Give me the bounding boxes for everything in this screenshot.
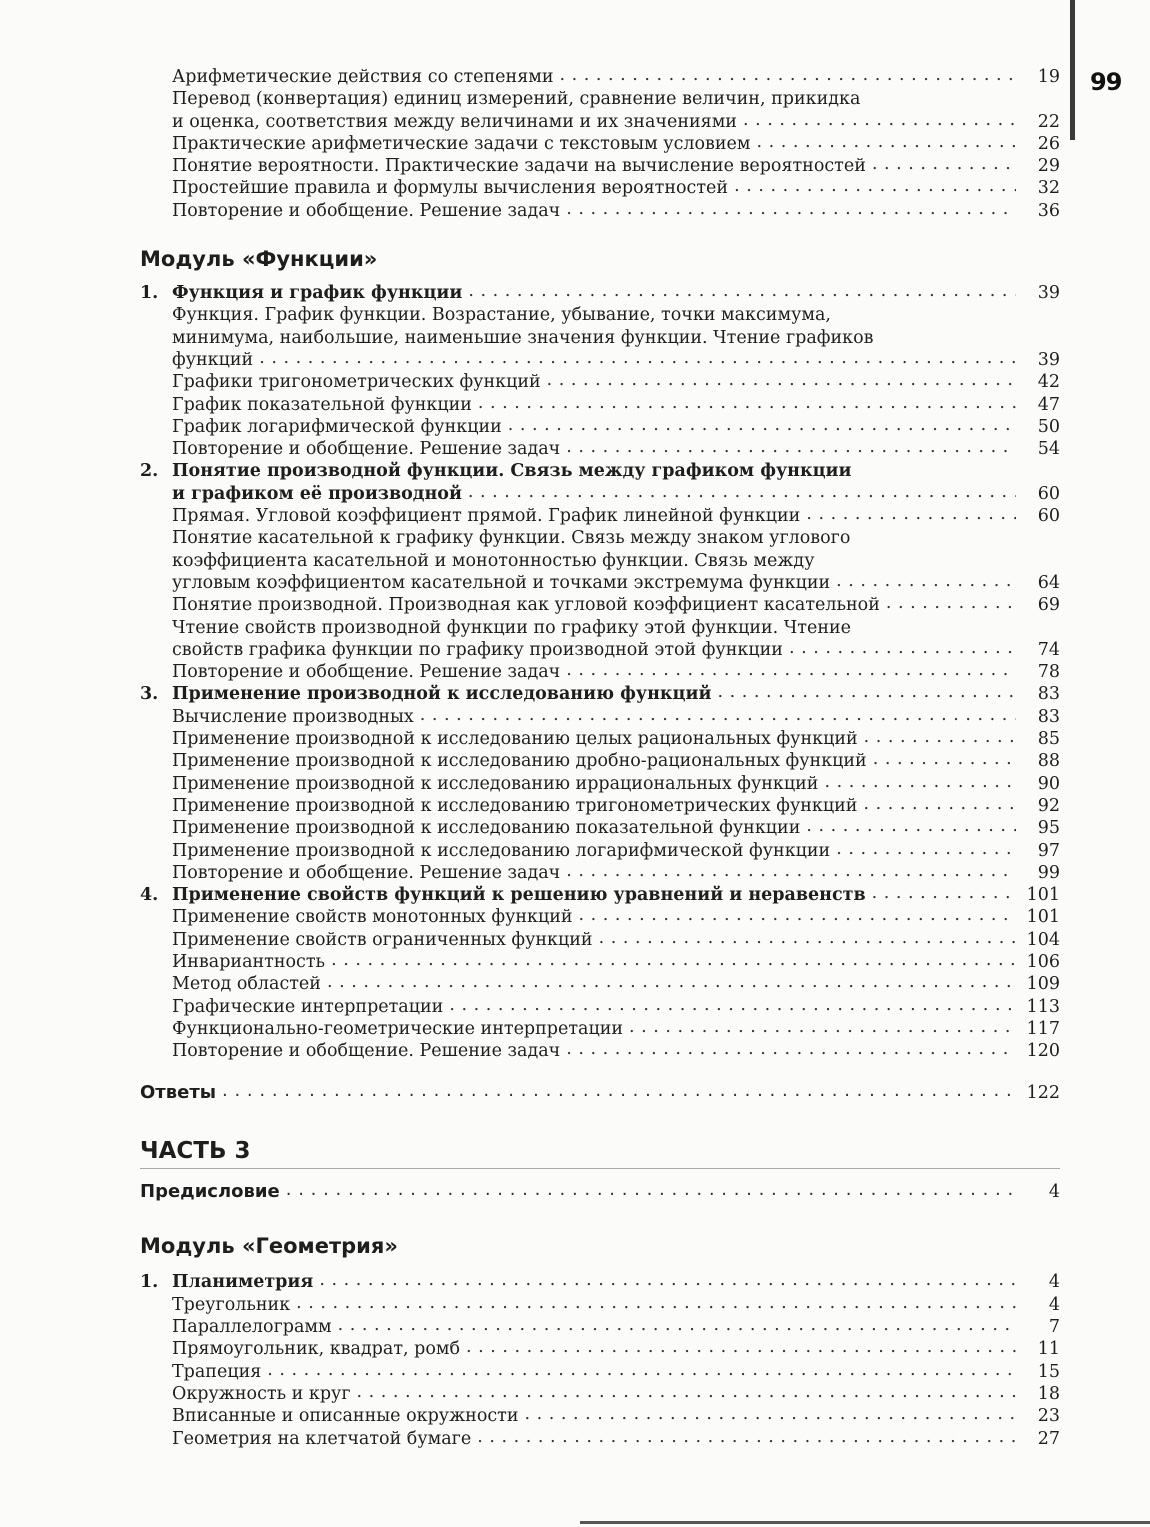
toc-entry-page: 42 [1037,372,1060,393]
leader-dots [357,1381,1017,1403]
divider [140,1168,1060,1169]
leader-dots [873,748,1016,770]
toc-chapter[interactable] [140,460,1060,505]
toc-entry-line [140,750,1060,772]
leader-dots [757,131,1016,153]
toc-entry-line: Понятие касательной к графику функции. Связь между знаком углового [172,528,851,549]
leader-dots [864,726,1016,748]
toc-entry-page: 26 [1037,133,1060,154]
toc-entry-page: 39 [1037,283,1060,304]
toc-entry-line [140,973,1060,995]
toc-entry-line [140,155,1060,177]
leader-dots [267,1359,1016,1381]
leader-dots [319,1269,1016,1291]
toc-entry-page: 22 [1037,111,1060,132]
toc-entry-page: 69 [1037,595,1060,616]
toc-entry-line [140,349,1060,371]
toc-entry-title: Понятие вероятности. Практические задачи на вычисление вероятностей [172,156,866,177]
toc-chapter[interactable] [140,1271,1060,1293]
toc-entry[interactable] [140,177,1060,199]
toc-entry-title: Трапеция [172,1361,262,1382]
toc-entry-page: 74 [1037,639,1060,660]
toc-entry[interactable] [140,706,1060,728]
toc-entry-title: Планиметрия [172,1272,314,1293]
leader-dots [449,994,1016,1016]
toc-entry-title: Окружность и круг [172,1383,351,1404]
answers-label: Ответы [140,1082,217,1104]
toc-entry-title: и оценка, соответствия между величинами и их значениями [172,111,737,132]
leader-dots [468,481,1016,503]
toc-entry-line [140,505,1060,527]
toc-entry[interactable] [140,200,1060,222]
toc-entry[interactable] [140,416,1060,438]
chapter-number: 1. [140,1272,159,1293]
leader-dots [789,637,1016,659]
toc-entry-line: Функция. График функции. Возрастание, убывание, точки максимума, [172,305,831,326]
toc-entry[interactable] [140,1294,1060,1316]
toc-entry-title: Повторение и обобщение. Решение задач [172,662,561,683]
toc-entry[interactable] [140,133,1060,155]
toc-entry-page: 95 [1037,818,1060,839]
leader-dots [824,771,1016,793]
toc-entry-line [140,951,1060,973]
toc-entry-title: Вписанные и описанные окружности [172,1406,519,1427]
toc-entry-title: Понятие производной функции. Связь между графиком функции [172,461,852,482]
toc-entry-line [140,773,1060,795]
toc-entry-page: 113 [1026,996,1060,1017]
toc-entry-title: Применение производной к исследованию показательной функции [172,818,801,839]
toc-entry[interactable] [140,1383,1060,1405]
toc-entry-title: Повторение и обобщение. Решение задач [172,200,561,221]
toc-entry[interactable] [140,66,1060,88]
leader-dots [717,681,1016,703]
chapter-number: 1. [140,283,159,304]
leader-dots [806,815,1016,837]
toc-entry[interactable] [140,155,1060,177]
preface-page: 4 [1048,1182,1060,1203]
toc-entry[interactable] [140,1361,1060,1383]
toc-entry-page: 23 [1037,1406,1060,1427]
toc-entry-page: 19 [1037,67,1060,87]
toc-entry-line [140,884,1060,906]
toc-entry-page: 120 [1026,1041,1060,1062]
toc-entry-line [140,817,1060,839]
leader-dots [259,347,1016,369]
toc-entry-page: 85 [1037,729,1060,750]
toc-entry-line [140,862,1060,884]
toc-entry-line [140,1405,1060,1427]
leader-dots [478,392,1016,414]
toc-entry-line [140,1338,1060,1360]
module-geometry-entries [140,1271,1060,1449]
toc-entry[interactable] [140,996,1060,1018]
toc-entry-line [140,371,1060,393]
toc-entry[interactable] [140,505,1060,527]
toc-entry-title: функций [172,349,254,370]
leader-dots [806,503,1016,525]
toc-entry[interactable] [140,394,1060,416]
toc-entry-line [140,728,1060,750]
toc-entry[interactable] [140,951,1060,973]
toc-entry-title: Повторение и обобщение. Решение задач [172,862,561,883]
leader-dots [525,1403,1016,1425]
toc-entry-title: Вычисление производных [172,706,414,727]
toc-entry[interactable] [140,906,1060,928]
toc-entry-line [140,282,1060,304]
toc-entry-line [140,177,1060,199]
toc-entry-page: 39 [1037,349,1060,370]
toc-entry-title: Параллелограмм [172,1317,332,1338]
toc-entry-line [140,1428,1060,1450]
toc-entry-title: угловым коэффициентом касательной и точками экстремума функции [172,572,831,593]
toc-entry-line [140,706,1060,728]
toc-entry-page: 4 [1048,1294,1060,1315]
toc-entry[interactable] [140,88,1060,133]
toc-entry-page: 18 [1037,1383,1060,1404]
toc-entry-page: 15 [1037,1361,1060,1382]
leader-dots [338,1314,1016,1336]
preface-label: Предисловие [140,1181,280,1203]
toc-entry-title: Применение производной к исследованию логарифмической функции [172,840,831,861]
toc-entry-title: Арифметические действия со степенями [172,67,554,87]
toc-entry-page: 83 [1037,684,1060,705]
toc-entry-page: 50 [1037,416,1060,437]
toc-entry-line [140,1018,1060,1040]
toc-entry-line: коэффициента касательной и монотонностью функции. Связь между [172,550,815,571]
toc-entry-line: минимума, наибольшие, наименьшие значения функции. Чтение графиков [172,327,874,348]
toc-entry-title: Практические арифметические задачи с текстовым условием [172,133,751,154]
toc-entry[interactable] [140,728,1060,750]
leader-dots [466,1336,1016,1358]
toc-entry[interactable] [140,661,1060,683]
leader-dots [566,1038,1016,1060]
toc-entry-title: Функционально-геометрические интерпретации [172,1018,624,1039]
toc-entry-line [140,906,1060,928]
module-functions-title: Модуль «Функции» [140,247,378,272]
toc-entry[interactable] [140,1316,1060,1338]
toc-entry-title: Применение производной к исследованию иррациональных функций [172,773,819,794]
toc-entry-title: Применение производной к исследованию целых рациональных функций [172,729,858,750]
toc-entry-page: 78 [1037,662,1060,683]
toc-entry-title: Графики тригонометрических функций [172,372,541,393]
leader-dots [599,927,1016,949]
leader-dots [331,949,1016,971]
toc-entry-line [140,111,1060,133]
toc-entry[interactable] [140,438,1060,460]
leader-dots [836,570,1016,592]
toc-entry[interactable] [140,527,1060,594]
toc-entry-page: 97 [1037,840,1060,861]
toc-entry-page: 36 [1037,200,1060,221]
toc-entry-page: 104 [1026,929,1060,950]
toc-entry[interactable] [140,862,1060,884]
toc-entry-title: Треугольник [172,1294,291,1315]
toc-chapter[interactable] [140,884,1060,906]
toc-entry-line [140,394,1060,416]
toc-entry-line: Чтение свойств производной функции по графику этой функции. Чтение [172,617,852,638]
toc-entry-page: 32 [1037,178,1060,199]
toc-entry-page: 109 [1026,974,1060,995]
chapter-number: 2. [140,461,159,482]
leader-dots [872,153,1016,175]
toc-entry[interactable] [140,795,1060,817]
toc-entry-title: Применение производной к исследованию дробно-рациональных функций [172,751,867,772]
leader-dots [734,175,1016,197]
answers-page: 122 [1026,1083,1060,1104]
leader-dots [222,1078,1016,1104]
toc-entry[interactable] [140,817,1060,839]
toc-entry[interactable] [140,840,1060,862]
page-edge-bar [1070,0,1075,140]
toc-entry[interactable] [140,929,1060,951]
toc-entry-line [140,133,1060,155]
leader-dots [468,280,1016,302]
toc-entry[interactable] [140,304,1060,371]
toc-entry-preface[interactable] [140,1179,1060,1205]
toc-entry-line [140,572,1060,594]
toc-entry[interactable] [140,1405,1060,1427]
toc-entry[interactable] [140,371,1060,393]
toc-entry[interactable] [140,1338,1060,1360]
toc-entry-line [140,683,1060,705]
leader-dots [863,793,1016,815]
toc-entry-page: 101 [1026,885,1060,906]
leader-dots [566,860,1016,882]
leader-dots [836,838,1016,860]
leader-dots [477,1426,1016,1448]
toc-entry-title: Прямая. Угловой коэффициент прямой. График линейной функции [172,506,801,527]
table-of-contents [140,66,1060,1450]
toc-entry-line [140,416,1060,438]
toc-entry[interactable] [140,750,1060,772]
toc-entry[interactable] [140,1040,1060,1062]
toc-entry-title: Графические интерпретации [172,996,444,1017]
chapter-number: 3. [140,684,159,705]
toc-entry-title: График показательной функции [172,394,472,415]
toc-entry-line [140,840,1060,862]
toc-entry-line [140,483,1060,505]
toc-entry-line [140,460,1060,482]
toc-entry-line [140,1316,1060,1338]
chapter-number: 4. [140,885,159,906]
toc-entry-page: 106 [1026,951,1060,972]
module-geometry-title: Модуль «Геометрия» [140,1234,398,1259]
toc-entry-title: Применение свойств функций к решению уравнений и неравенств [172,885,866,906]
toc-entry-line [140,1294,1060,1316]
toc-entry-page: 88 [1037,751,1060,772]
toc-entry-line [140,1361,1060,1383]
toc-entry[interactable] [140,594,1060,616]
toc-entry-page: 99 [1037,862,1060,883]
toc-entry-page: 54 [1037,439,1060,460]
bottom-rule [580,1521,1150,1524]
toc-entry-answers[interactable] [140,1080,1060,1106]
toc-entry-page: 101 [1026,907,1060,928]
toc-entry-title: Инвариантность [172,951,326,972]
leader-dots [296,1292,1016,1314]
toc-entry-title: Метод областей [172,974,321,995]
toc-entry-page: 117 [1026,1018,1060,1039]
toc-entry-title: Применение свойств ограниченных функций [172,929,593,950]
toc-entry-line [140,66,1060,88]
module-functions-entries [140,282,1060,1062]
toc-entry-page: 83 [1037,706,1060,727]
toc-entry-title: Применение свойств монотонных функций [172,907,573,928]
leader-dots [508,414,1016,436]
toc-entry-line [140,594,1060,616]
toc-entry-page: 64 [1037,572,1060,593]
toc-chapter[interactable] [140,282,1060,304]
toc-entry-page: 29 [1037,156,1060,177]
toc-entry-title: Геометрия на клетчатой бумаге [172,1428,472,1449]
toc-entry-page: 90 [1037,773,1060,794]
leader-dots [629,1016,1016,1038]
toc-entry-title: Применение производной к исследованию функций [172,684,712,705]
toc-entry-title: Повторение и обобщение. Решение задач [172,1041,561,1062]
toc-entry-title: Прямоугольник, квадрат, ромб [172,1339,461,1360]
toc-entry-title: Понятие производной. Производная как угловой коэффициент касательной [172,595,880,616]
toc-entry-page: 27 [1037,1428,1060,1449]
toc-entry-page: 47 [1037,394,1060,415]
toc-entry[interactable] [140,973,1060,995]
toc-entry-page: 7 [1048,1317,1060,1338]
toc-entry-page: 4 [1048,1272,1060,1293]
leader-dots [566,659,1016,681]
toc-entry-line [140,795,1060,817]
leader-dots [743,109,1016,131]
toc-entry-line [140,1271,1060,1293]
toc-entry[interactable] [140,773,1060,795]
toc-entry-line: Перевод (конвертация) единиц измерений, сравнение величин, прикидка [172,89,861,110]
toc-entry[interactable] [140,617,1060,662]
leader-dots [566,436,1016,458]
page-number: 99 [1090,68,1122,96]
leader-dots [547,369,1016,391]
toc-entry-line [140,438,1060,460]
toc-entry-title: График логарифмической функции [172,416,502,437]
toc-entry-page: 11 [1037,1339,1060,1360]
toc-entry-page: 60 [1037,483,1060,504]
toc-entry-title: Функция и график функции [172,283,463,304]
leader-dots [327,971,1016,993]
toc-entry-line [140,1383,1060,1405]
toc-entry-title: Применение производной к исследованию тригонометрических функций [172,795,858,816]
toc-entry-line [140,200,1060,222]
toc-entry-page: 92 [1037,795,1060,816]
toc-entry-line [140,996,1060,1018]
toc-chapter[interactable] [140,683,1060,705]
leader-dots [566,198,1016,220]
toc-entry-title: Простейшие правила и формулы вычисления вероятностей [172,178,729,199]
intro-entries [140,66,1060,222]
toc-entry-line [140,929,1060,951]
part3-title: ЧАСТЬ 3 [140,1138,251,1165]
toc-entry-line [140,661,1060,683]
toc-entry-title: свойств графика функции по графику производной этой функции [172,639,783,660]
toc-entry-line [140,1040,1060,1062]
toc-entry-title: и графиком её производной [172,483,462,504]
leader-dots [886,592,1016,614]
leader-dots [872,882,1016,904]
toc-entry[interactable] [140,1428,1060,1450]
leader-dots [286,1177,1016,1203]
toc-entry-line [140,639,1060,661]
leader-dots [560,64,1016,86]
toc-entry[interactable] [140,1018,1060,1040]
toc-entry-title: Повторение и обобщение. Решение задач [172,439,561,460]
leader-dots [579,904,1016,926]
toc-entry-page: 60 [1037,506,1060,527]
leader-dots [420,704,1016,726]
